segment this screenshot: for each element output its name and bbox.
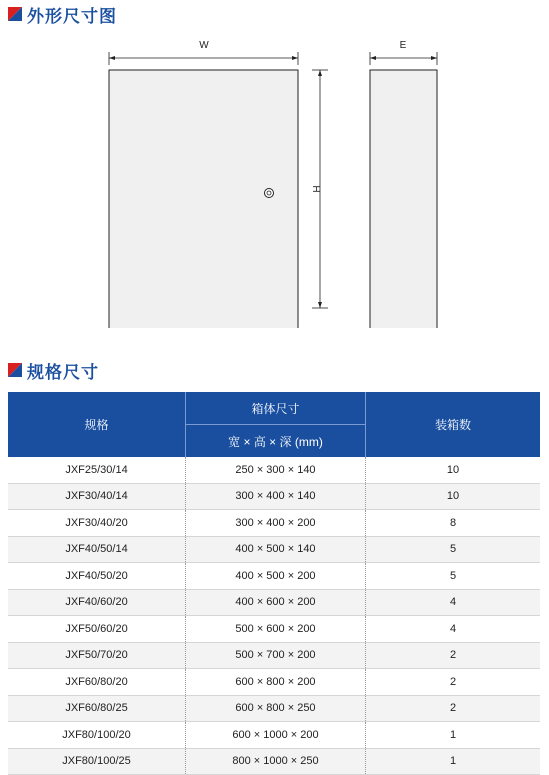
outline-title: 外形尺寸图 [27, 6, 117, 27]
cell-spec: JXF60/80/25 [8, 695, 186, 722]
lock-icon [265, 189, 274, 198]
spec-table-body [8, 457, 540, 775]
cell-size: 300 × 400 × 140 [186, 483, 366, 510]
cell-spec: JXF30/40/14 [8, 483, 186, 510]
cell-spec: JXF30/40/20 [8, 510, 186, 537]
cell-count: 2 [366, 642, 541, 669]
cell-count: 5 [366, 536, 541, 563]
cell-count: 2 [366, 695, 541, 722]
table-row [8, 589, 540, 616]
cell-size: 600 × 800 × 200 [186, 669, 366, 696]
cell-spec: JXF50/60/20 [8, 616, 186, 643]
section-flag-icon [8, 363, 22, 377]
cell-size: 500 × 700 × 200 [186, 642, 366, 669]
spec-table [8, 392, 540, 775]
height-dimension [310, 70, 328, 308]
cell-spec: JXF60/80/20 [8, 669, 186, 696]
table-row [8, 722, 540, 749]
cell-size: 600 × 1000 × 200 [186, 722, 366, 749]
cell-size: 250 × 300 × 140 [186, 457, 366, 483]
cell-spec: JXF25/30/14 [8, 457, 186, 483]
header-spec: 规格 [8, 392, 186, 457]
spec-section-title [8, 360, 99, 383]
cell-count: 10 [366, 457, 541, 483]
outline-diagram [0, 28, 549, 328]
cell-spec: JXF80/100/25 [8, 748, 186, 775]
table-row [8, 616, 540, 643]
cell-size: 500 × 600 × 200 [186, 616, 366, 643]
table-row [8, 510, 540, 537]
cell-size: 600 × 800 × 250 [186, 695, 366, 722]
cell-count: 5 [366, 563, 541, 590]
front-view [109, 40, 298, 328]
section-flag-icon [8, 7, 22, 21]
cell-spec: JXF40/60/20 [8, 589, 186, 616]
width-label: W [199, 40, 209, 51]
cell-count: 8 [366, 510, 541, 537]
cell-count: 1 [366, 722, 541, 749]
cell-spec: JXF80/100/20 [8, 722, 186, 749]
cell-size: 400 × 500 × 140 [186, 536, 366, 563]
cell-size: 400 × 500 × 200 [186, 563, 366, 590]
table-row [8, 536, 540, 563]
depth-label: E [399, 40, 407, 51]
table-row [8, 669, 540, 696]
header-box-size-sub: 宽 × 高 × 深 (mm) [186, 425, 366, 458]
cell-size: 800 × 1000 × 250 [186, 748, 366, 775]
table-row [8, 457, 540, 483]
cell-count: 4 [366, 616, 541, 643]
header-box-size: 箱体尺寸 [186, 392, 366, 425]
cell-count: 10 [366, 483, 541, 510]
cell-count: 2 [366, 669, 541, 696]
cell-spec: JXF40/50/14 [8, 536, 186, 563]
table-row [8, 563, 540, 590]
cell-spec: JXF40/50/20 [8, 563, 186, 590]
table-row [8, 483, 540, 510]
cell-spec: JXF50/70/20 [8, 642, 186, 669]
cell-count: 4 [366, 589, 541, 616]
spec-title: 规格尺寸 [27, 362, 99, 383]
cell-count: 1 [366, 748, 541, 775]
table-row [8, 642, 540, 669]
outline-section-title [8, 4, 117, 27]
side-view [370, 40, 437, 328]
cell-size: 300 × 400 × 200 [186, 510, 366, 537]
cell-size: 400 × 600 × 200 [186, 589, 366, 616]
height-label: H [310, 185, 321, 193]
table-row [8, 748, 540, 775]
table-row [8, 695, 540, 722]
header-count: 装箱数 [366, 392, 541, 457]
